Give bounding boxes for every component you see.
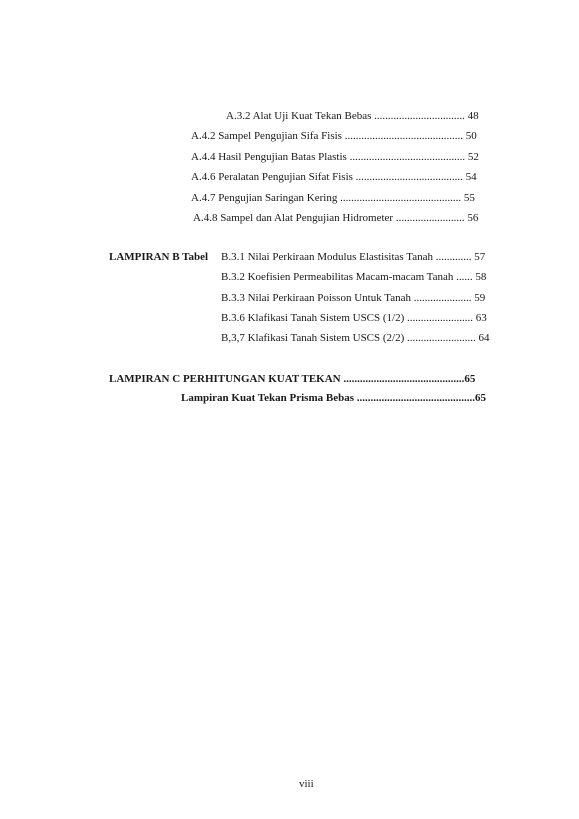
toc-heading-lampiran-b: LAMPIRAN B Tabel — [109, 251, 209, 263]
page-number: viii — [299, 778, 314, 790]
toc-entry: A.4.6 Peralatan Pengujian Sifat Fisis ....................................... 54 — [191, 171, 477, 183]
toc-entry: B.3.6 Klafikasi Tanah Sistem USCS (1/2) ........................ 63 — [221, 312, 487, 324]
toc-entry: A.4.7 Pengujian Saringan Kering ............................................ 55 — [191, 192, 475, 204]
toc-entry: B.3.3 Nilai Perkiraan Poisson Untuk Tanah ..................... 59 — [221, 292, 486, 304]
toc-heading-lampiran-c: LAMPIRAN C PERHITUNGAN KUAT TEKAN ............................................65 — [109, 373, 476, 385]
toc-entry: Lampiran Kuat Tekan Prisma Bebas ...........................................65 — [181, 392, 486, 404]
toc-entry: A.4.4 Hasil Pengujian Batas Plastis .......................................... 52 — [191, 151, 479, 163]
toc-entry: B,3,7 Klafikasi Tanah Sistem USCS (2/2) ......................... 64 — [221, 332, 490, 344]
toc-entry: A.3.2 Alat Uji Kuat Tekan Bebas ................................. 48 — [226, 110, 479, 122]
toc-entry: A.4.8 Sampel dan Alat Pengujian Hidrometer ......................... 56 — [193, 212, 479, 224]
toc-entry: B.3.1 Nilai Perkiraan Modulus Elastisitas Tanah ............. 57 — [221, 251, 486, 263]
toc-entry: B.3.2 Koefisien Permeabilitas Macam-macam Tanah ...... 58 — [221, 271, 487, 283]
toc-entry: A.4.2 Sampel Pengujian Sifa Fisis ........................................... 50 — [191, 130, 477, 142]
